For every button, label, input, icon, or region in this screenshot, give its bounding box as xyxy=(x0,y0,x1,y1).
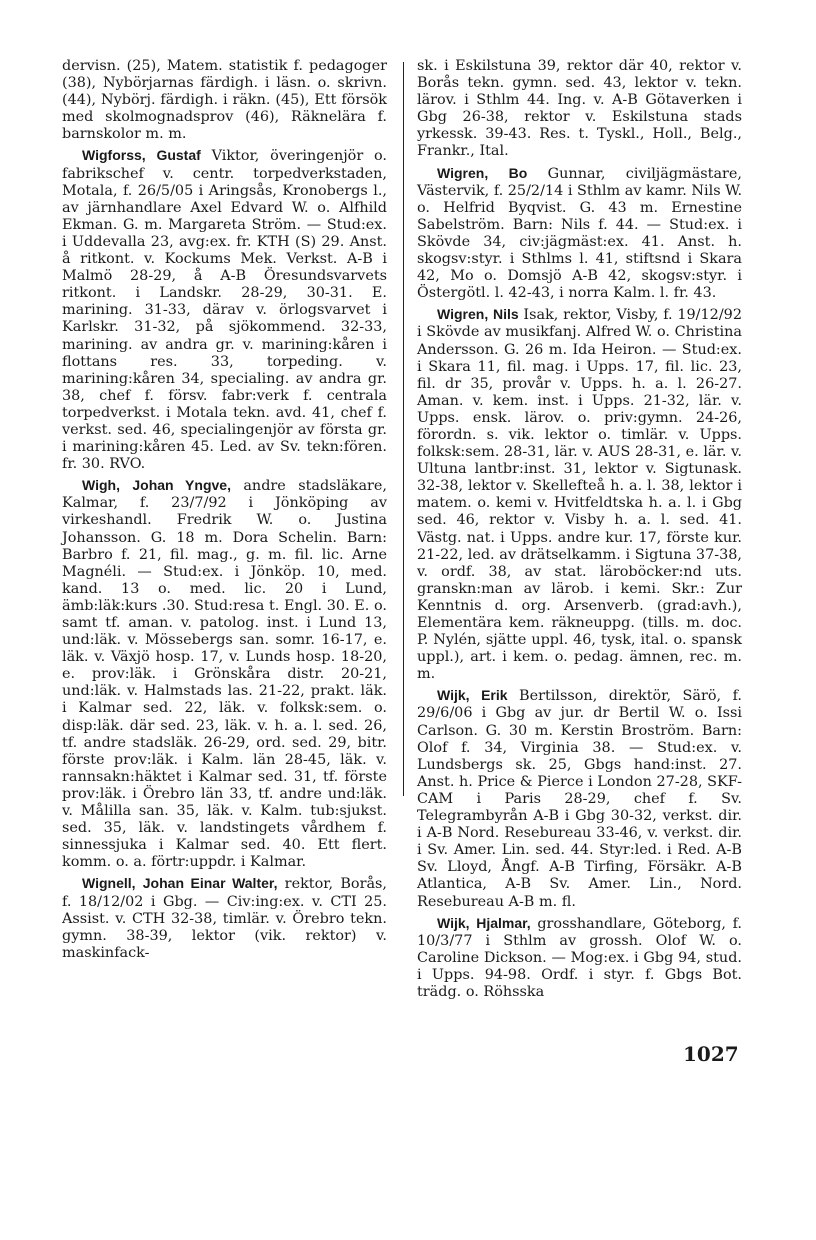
entry-wijk-hjalmar xyxy=(417,915,742,1001)
entry-continuation xyxy=(62,58,387,143)
entry-surname: Wignell, xyxy=(82,875,136,892)
entry-surname: Wijk, xyxy=(437,687,470,704)
entry-text: rektor, Borås, f. 18/12/02 i Gbg. — Civ:ing:ex. v. CTI 25. Assist. v. CTH 32-38, timlär. v. Örebro tekn. gymn. 38-39, lektor (vik. rektor) v. maskinfack- xyxy=(62,876,387,961)
entry-continuation xyxy=(417,58,742,161)
entry-wigren-nils xyxy=(417,306,742,683)
entry-wigren-bo xyxy=(417,165,742,303)
entry-wignell-johan-einar-walter xyxy=(62,875,387,961)
entry-firstname: Johan Einar Walter, xyxy=(142,875,278,892)
page-number: 1027 xyxy=(683,1042,739,1066)
column-divider xyxy=(403,62,404,796)
entry-firstname: Gustaf xyxy=(156,147,201,164)
entry-firstname: Erik xyxy=(481,687,508,704)
entry-text: sk. i Eskilstuna 39, rektor där 40, rektor v. Borås tekn. gymn. sed. 43, lektor v. tekn. lärov. i Sthlm 44. Ing. v. A-B Götaverken i Gbg 26-38, rektor v. Eskilstuna stads yrkessk. 39-43. Res. t. Tyskl., Holl., Belg., Frankr., Ital. xyxy=(417,58,742,160)
entry-text: andre stadsläkare, Kalmar, f. 23/7/92 i Jönköping av virkeshandl. Fredrik W. o. Justina Johansson. G. 18 m. Dora Schelin. Barn: Barbro f. 21, fil. mag., g. m. fil. lic. Arne Magnéli. — Stud:ex. i Jönköp. 10, med. kand. 13 o. med. lic. 20 i Lund, ämb:läk:kurs .30. Stud:resa t. Engl. 30. E. o. samt tf. aman. v. patolog. inst. i Lund 13, und:läk. v. Mössebergs san. somr. 16-17, e. läk. v. Växjö hosp. 17, v. Lunds hosp. 18-20, e. prov:läk. i Grönskåra distr. 20-21, und:läk. v. Halmstads las. 21-22, prakt. läk. i Kalmar sed. 22, läk. v. folksk:sem. o. disp:läk. där sed. 23, läk. v. h. a. l. sed. 26, tf. andre stadsläk. 26-29, ord. sed. 29, bitr. förste prov:läk. i Kalm. län 28-45, läk. v. rannsakn:häktet i Kalmar sed. 31, tf. förste prov:läk. i Örebro län 33, tf. andre und:läk. v. Målilla san. 35, läk. v. Kalm. tub:sjukst. sed. 35, läk. v. landstingets vårdhem f. sinnessjuka i Kalmar sed. 40. Ett flert. komm. o. a. förtr:uppdr. i Kalmar. xyxy=(62,478,387,871)
entry-surname: Wigh, xyxy=(82,477,120,494)
entry-wigh-johan-yngve xyxy=(62,477,387,871)
entry-text: grosshandlare, Göteborg, f. 10/3/77 i Sthlm av grossh. Olof W. o. Caroline Dickson. — Mog:ex. i Gbg 94, stud. i Upps. 94-98. Ordf. i styr. f. Gbgs Bot. trädg. o. Röhsska xyxy=(417,915,743,1000)
entry-firstname: Johan Yngve, xyxy=(132,477,231,494)
entry-text: Gunnar, civiljägmästare, Västervik, f. 25/2/14 i Sthlm av kamr. Nils W. o. Helfrid Byqvist. G. 43 m. Ernestine Sabelström. Barn: Nils f. 44. — Stud:ex. i Skövde 34, civ:jägmäst:ex. 41. Anst. h. skogsv:styr. i Sthlms l. 41, stiftsnd i Skara 42, Mo o. Domsjö A-B 42, skogsv:styr. i Östergötl. l. 42-43, i norra Kalm. l. fr. 43. xyxy=(417,165,743,302)
entry-text: dervisn. (25), Matem. statistik f. pedagoger (38), Nybörjarnas färdigh. i läsn. o. skrivn. (44), Nybörj. färdigh. i räkn. (45), Ett försök med skolmognadsprov (46), Räknelära f. barnskolor m. m. xyxy=(62,58,387,143)
left-column xyxy=(62,58,387,966)
entry-text: Isak, rektor, Visby, f. 19/12/92 i Skövde av musikfanj. Alfred W. o. Christina Andersson. G. 26 m. Ida Heiron. — Stud:ex. i Skara 11, fil. mag. i Upps. 17, fil. lic. 23, fil. dr 35, provår v. Upps. h. a. l. 26-27. Aman. v. kem. inst. i Upps. 21-32, lär. v. Upps. ensk. lärov. o. priv:gymn. 24-26, förordn. s. vik. lektor o. timlär. v. Upps. folksk:sem. 28-31, lär. v. AUS 28-31, e. lär. v. Ultuna lantbr:inst. 31, lektor v. Sigtunask. 32-38, lektor v. Skellefteå h. a. l. 38, lektor i matem. o. kemi v. Hvitfeldtska h. a. l. i Gbg sed. 46, rektor v. Visby h. a. l. sed. 41. Västg. nat. i Upps. andre kur. 17, förste kur. 21-22, led. av drätselkamm. i Sigtuna 37-38, v. ordf. 38, av stat. läroböcker:nd uts. granskn:man av lärob. i kemi. Skr.: Zur Kenntnis d. org. Arsenverb. (grad:avh.), Elementära kem. räkneuppg. (tills. m. doc. P. Nylén, sjätte uppl. 46, tysk, ital. o. spansk uppl.), art. i kem. o. pedag. ämnen, rec. m. m. xyxy=(417,307,742,683)
entry-surname: Wigforss, xyxy=(82,147,146,164)
entry-firstname: Hjalmar, xyxy=(476,914,531,931)
right-column xyxy=(417,58,742,1005)
entry-firstname: Bo xyxy=(508,164,528,181)
entry-text: Bertilsson, direktör, Särö, f. 29/6/06 i Gbg av jur. dr Bertil W. o. Issi Carlson. G. 30 m. Kerstin Broström. Barn: Olof f. 34, Virginia 38. — Stud:ex. v. Lundsbergs sk. 25, Gbgs hand:inst. 27. Anst. h. Price & Pierce i London 27-28, SKF-CAM i Paris 28-29, chef f. Sv. Telegrambyrån A-B i Gbg 30-32, verkst. dir. i A-B Nord. Resebureau 33-46, v. verkst. dir. i Sv. Amer. Lin. sed. 44. Styr:led. i Red. A-B Sv. Lloyd, Ångf. A-B Tirfing, Försäkr. A-B Atlantica, A-B Sv. Amer. Lin., Nord. Resebureau A-B m. fl. xyxy=(417,688,742,910)
entry-wigforss-gustaf xyxy=(62,147,387,473)
entry-surname: Wigren, xyxy=(437,306,489,323)
entry-wijk-erik xyxy=(417,687,742,910)
entry-surname: Wigren, xyxy=(437,164,489,181)
entry-firstname: Nils xyxy=(492,306,519,323)
entry-text: Viktor, överingenjör o. fabrikschef v. centr. torpedverkstaden, Motala, f. 26/5/05 i Aringsås, Kronobergs l., av järnhandlare Axel Edvard W. o. Alfhild Ekman. G. m. Margareta Ström. — Stud:ex. i Uddevalla 23, avg:ex. fr. KTH (S) 29. Anst. å ritkont. v. Kockums Mek. Verkst. A-B i Malmö 28-29, å A-B Öresundsvarvets ritkont. i Landskr. 28-29, 30-31. E. marining. 31-33, därav v. örlogsvarvet i Karlskr. 31-32, på sjökommend. 32-33, marining. av andra gr. v. marining:kåren i flottans res. 33, torpeding. v. marining:kåren 34, specialing. av andra gr. 38, chef f. försv. fabr:verk f. centrala torpedverkst. i Motala tekn. avd. 41, chef f. verkst. sed. 46, specialingenjör av första gr. i marining:kåren 45. Led. av Sv. tekn:fören. fr. 30. RVO. xyxy=(62,148,387,473)
entry-surname: Wijk, xyxy=(437,914,470,931)
